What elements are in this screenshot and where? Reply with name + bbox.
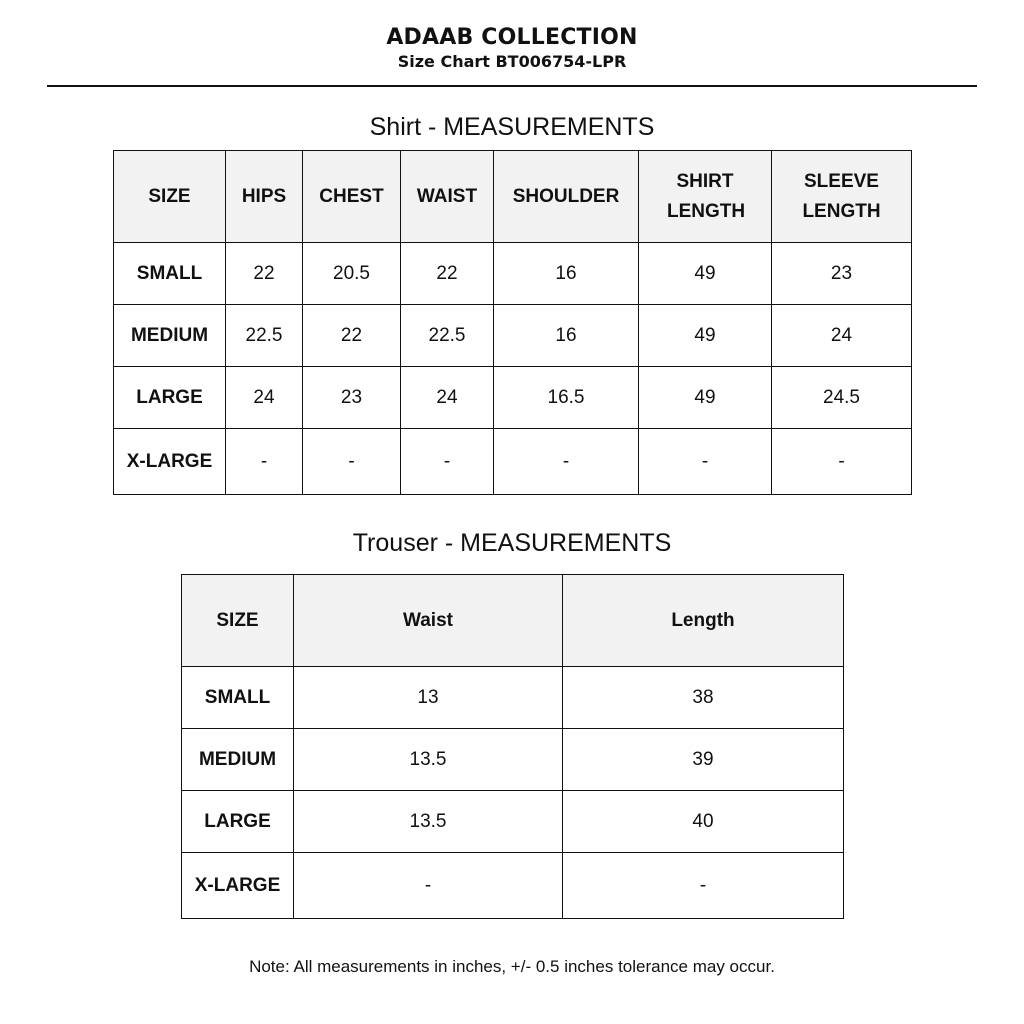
table-cell: 24.5 bbox=[772, 367, 912, 429]
header-cell: Waist bbox=[294, 575, 563, 667]
shirt-measurements-table bbox=[113, 150, 912, 495]
trouser-measurements-table bbox=[181, 574, 844, 919]
size-cell: SMALL bbox=[182, 667, 294, 729]
table-header-row bbox=[182, 575, 844, 667]
table-cell: 20.5 bbox=[303, 243, 401, 305]
size-cell: X-LARGE bbox=[182, 853, 294, 919]
table-row bbox=[114, 305, 912, 367]
shirt-section-title: Shirt - MEASUREMENTS bbox=[369, 113, 655, 141]
size-cell: X-LARGE bbox=[114, 429, 226, 495]
brand-title: ADAAB COLLECTION bbox=[386, 25, 638, 50]
table-cell: 39 bbox=[563, 729, 844, 791]
table-cell: 49 bbox=[639, 305, 772, 367]
table-cell: 24 bbox=[401, 367, 494, 429]
size-cell: LARGE bbox=[182, 791, 294, 853]
measurement-note: Note: All measurements in inches, +/- 0.5 inches tolerance may occur. bbox=[249, 957, 775, 976]
table-cell: 24 bbox=[226, 367, 303, 429]
table-cell: - bbox=[303, 429, 401, 495]
table-cell: 49 bbox=[639, 367, 772, 429]
header-divider bbox=[47, 85, 977, 87]
table-cell: 49 bbox=[639, 243, 772, 305]
table-cell: 40 bbox=[563, 791, 844, 853]
size-cell: MEDIUM bbox=[114, 305, 226, 367]
table-cell: 22 bbox=[303, 305, 401, 367]
header-cell: HIPS bbox=[226, 151, 303, 243]
table-cell: 16 bbox=[494, 305, 639, 367]
header-cell: SHOULDER bbox=[494, 151, 639, 243]
size-cell: LARGE bbox=[114, 367, 226, 429]
table-cell: 24 bbox=[772, 305, 912, 367]
page-header bbox=[0, 24, 1024, 72]
table-row bbox=[182, 853, 844, 919]
header-cell: SHIRT LENGTH bbox=[639, 151, 772, 243]
table-cell: 23 bbox=[772, 243, 912, 305]
header-cell: Length bbox=[563, 575, 844, 667]
table-cell: 23 bbox=[303, 367, 401, 429]
header-cell: SIZE bbox=[182, 575, 294, 667]
table-row bbox=[114, 367, 912, 429]
size-cell: SMALL bbox=[114, 243, 226, 305]
size-chart-subtitle: Size Chart BT006754-LPR bbox=[397, 52, 627, 71]
table-cell: 13 bbox=[294, 667, 563, 729]
table-cell: - bbox=[294, 853, 563, 919]
table-cell: 22.5 bbox=[401, 305, 494, 367]
table-cell: 22 bbox=[401, 243, 494, 305]
table-cell: - bbox=[772, 429, 912, 495]
table-cell: 16 bbox=[494, 243, 639, 305]
header-cell: WAIST bbox=[401, 151, 494, 243]
table-cell: 13.5 bbox=[294, 729, 563, 791]
table-cell: 22.5 bbox=[226, 305, 303, 367]
table-row bbox=[182, 791, 844, 853]
table-cell: - bbox=[226, 429, 303, 495]
table-cell: 22 bbox=[226, 243, 303, 305]
header-cell: SLEEVE LENGTH bbox=[772, 151, 912, 243]
table-header-row bbox=[114, 151, 912, 243]
table-row bbox=[182, 667, 844, 729]
trouser-section-title: Trouser - MEASUREMENTS bbox=[352, 529, 672, 557]
table-row bbox=[114, 429, 912, 495]
header-cell: SIZE bbox=[114, 151, 226, 243]
table-cell: 38 bbox=[563, 667, 844, 729]
table-cell: - bbox=[639, 429, 772, 495]
table-cell: 13.5 bbox=[294, 791, 563, 853]
table-cell: - bbox=[494, 429, 639, 495]
table-cell: 16.5 bbox=[494, 367, 639, 429]
size-cell: MEDIUM bbox=[182, 729, 294, 791]
table-row bbox=[182, 729, 844, 791]
header-cell: CHEST bbox=[303, 151, 401, 243]
table-row bbox=[114, 243, 912, 305]
table-cell: - bbox=[401, 429, 494, 495]
table-cell: - bbox=[563, 853, 844, 919]
